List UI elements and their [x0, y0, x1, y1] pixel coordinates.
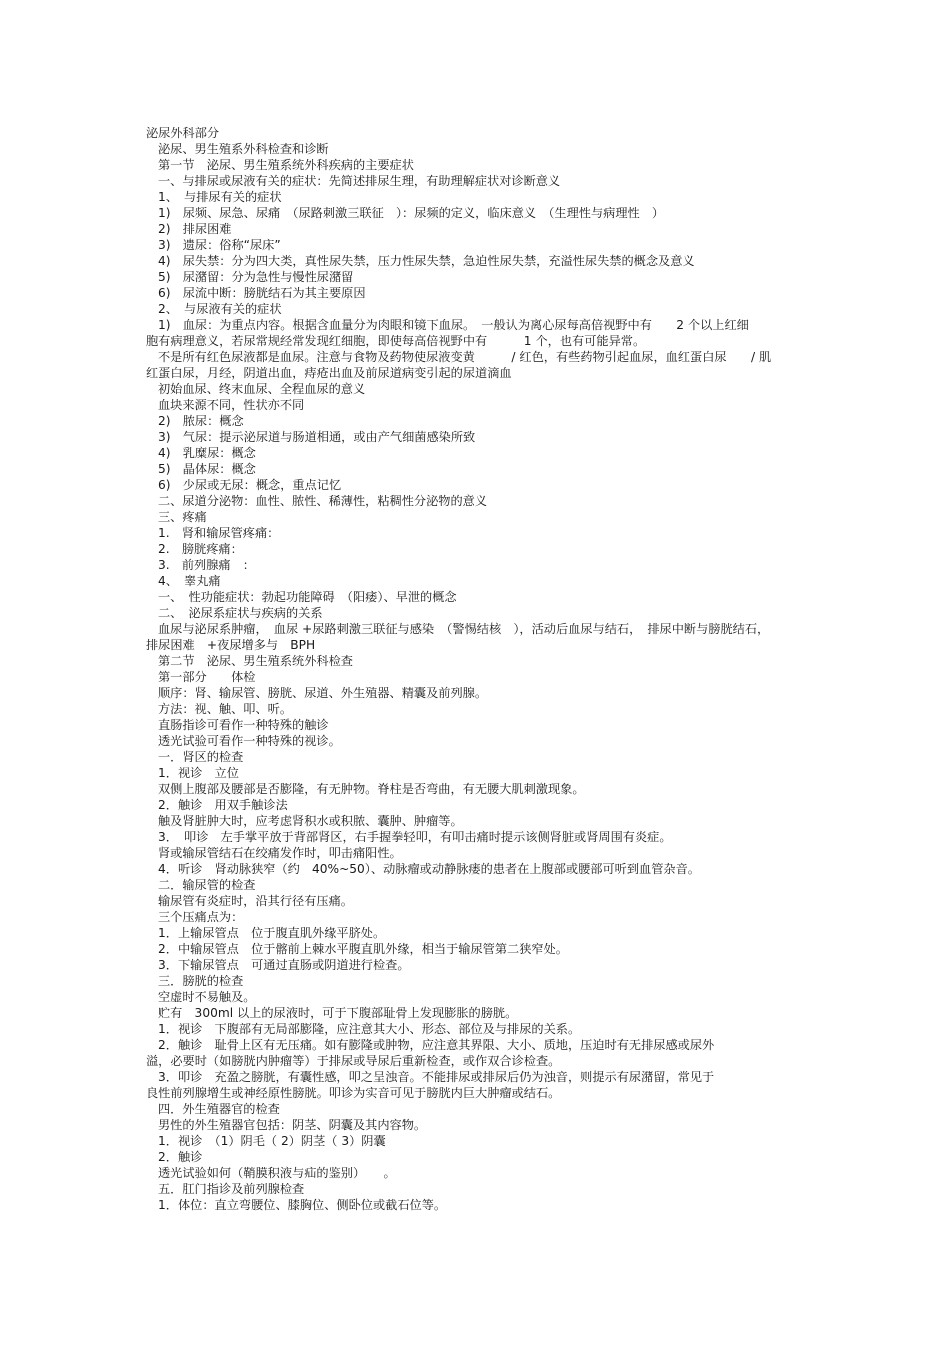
- text-line: 3．下输尿管点 可通过直肠或阴道进行检查。: [158, 958, 410, 972]
- text-line: 1、 与排尿有关的症状: [158, 190, 282, 204]
- text-line: 二、 泌尿系症状与疾病的关系: [158, 606, 323, 620]
- text-line: 空虚时不易触及。: [158, 990, 256, 1004]
- text-line: 2．触诊 耻骨上区有无压痛。如有膨隆或肿物，应注意其界限、大小、质地，压迫时有无排尿感或尿外: [158, 1038, 715, 1052]
- text-line: 二．输尿管的检查: [158, 878, 256, 892]
- text-line: 一．肾区的检查: [158, 750, 244, 764]
- text-line: 2. 膀胱疼痛：: [158, 542, 243, 556]
- text-line: 男性的外生殖器官包括：阴茎、阴囊及其内容物。: [158, 1118, 427, 1132]
- text-line: 贮有 300ml 以上的尿液时，可于下腹部耻骨上发现膨胀的膀胱。: [158, 1006, 518, 1020]
- text-line: 血尿与泌尿系肿瘤， 血尿 +尿路刺激三联征与感染 （警惕结核 ），活动后血尿与结石， 排尿中断与膀胱结石，: [158, 622, 770, 636]
- text-line: 1．视诊 （1）阴毛（ 2）阴茎（ 3）阴囊: [158, 1134, 386, 1148]
- text-line: 3) 遗尿：俗称“尿床”: [158, 238, 281, 252]
- text-line: 方法：视、触、叩、听。: [158, 702, 293, 716]
- text-line: 6) 尿流中断：膀胱结石为其主要原因: [158, 286, 366, 300]
- text-line: 直肠指诊可看作一种特殊的触诊: [158, 718, 329, 732]
- text-line: 5) 尿潴留：分为急性与慢性尿潴留: [158, 270, 354, 284]
- text-line: 1. 肾和输尿管疼痛：: [158, 526, 280, 540]
- text-line: 第一部分 体检: [158, 670, 256, 684]
- text-line: 触及肾脏肿大时，应考虑肾积水或积脓、囊肿、肿瘤等。: [158, 814, 463, 828]
- text-line: 2．触诊: [158, 1150, 203, 1164]
- text-line: 排尿困难 +夜尿增多与 BPH: [146, 638, 316, 652]
- text-line: 五．肛门指诊及前列腺检查: [158, 1182, 305, 1196]
- text-line: 泌尿外科部分: [146, 126, 220, 140]
- text-line: 血块来源不同，性状亦不同: [158, 398, 305, 412]
- text-line: 双侧上腹部及腰部是否膨隆，有无肿物。脊柱是否弯曲，有无腰大肌刺激现象。: [158, 782, 585, 796]
- text-line: 1) 尿频、尿急、尿痛 （尿路刺激三联征 ）：尿频的定义，临床意义 （生理性与病理性 ）: [158, 206, 665, 220]
- text-line: 1) 血尿：为重点内容。根据含血量分为肉眼和镜下血尿。 一般认为离心尿每高倍视野中有 2 个以上红细: [158, 318, 749, 332]
- text-line: 胞有病理意义，若尿常规经常发现红细胞，即使每高倍视野中有 1 个，也有可能异常。: [146, 334, 646, 348]
- text-line: 透光试验如何（鞘膜积液与疝的鉴别） 。: [158, 1166, 396, 1180]
- text-line: 5) 晶体尿：概念: [158, 462, 256, 476]
- text-line: 一、与排尿或尿液有关的症状：先简述排尿生理，有助理解症状对诊断意义: [158, 174, 561, 188]
- text-line: 1．上输尿管点 位于腹直肌外缘平脐处。: [158, 926, 386, 940]
- text-line: 三、疼痛: [158, 510, 207, 524]
- text-line: 1．视诊 立位: [158, 766, 239, 780]
- text-line: 2、 与尿液有关的症状: [158, 302, 282, 316]
- text-line: 3． 叩诊 左手掌平放于背部肾区，右手握拳轻叩，有叩击痛时提示该侧肾脏或肾周围有炎症。: [158, 830, 672, 844]
- text-line: 二、尿道分泌物：血性、脓性、稀薄性，粘稠性分泌物的意义: [158, 494, 488, 508]
- text-line: 2．触诊 用双手触诊法: [158, 798, 288, 812]
- text-line: 顺序：肾、输尿管、膀胱、尿道、外生殖器、精囊及前列腺。: [158, 686, 488, 700]
- text-line: 4) 尿失禁：分为四大类，真性尿失禁，压力性尿失禁，急迫性尿失禁，充溢性尿失禁的概念及意义: [158, 254, 695, 268]
- text-line: 良性前列腺增生或神经原性膀胱。叩诊为实音可见于膀胱内巨大肿瘤或结石。: [146, 1086, 561, 1100]
- text-line: 4) 乳糜尿：概念: [158, 446, 256, 460]
- text-line: 3) 气尿：提示泌尿道与肠道相通，或由产气细菌感染所致: [158, 430, 476, 444]
- text-line: 4、 睾丸痛: [158, 574, 221, 588]
- text-line: 红蛋白尿，月经，阴道出血，痔疮出血及前尿道病变引起的尿道滴血: [146, 366, 512, 380]
- text-line: 2．中输尿管点 位于髂前上棘水平腹直肌外缘，相当于输尿管第二狭窄处。: [158, 942, 568, 956]
- text-line: 2) 排尿困难: [158, 222, 232, 236]
- text-line: 第二节 泌尿、男生殖系统外科检查: [158, 654, 353, 668]
- text-line: 肾或输尿管结石在绞痛发作时，叩击痛阳性。: [158, 846, 402, 860]
- text-line: 透光试验可看作一种特殊的视诊。: [158, 734, 341, 748]
- text-line: 三．膀胱的检查: [158, 974, 244, 988]
- text-line: 不是所有红色尿液都是血尿。注意与食物及药物使尿液变黄 / 红色，有些药物引起血尿，血红蛋白尿 / 肌: [158, 350, 772, 364]
- text-line: 2) 脓尿：概念: [158, 414, 244, 428]
- text-line: 四．外生殖器官的检查: [158, 1102, 280, 1116]
- text-line: 输尿管有炎症时，沿其行径有压痛。: [158, 894, 353, 908]
- text-line: 溢，必要时（如膀胱内肿瘤等）于排尿或导尿后重新检查，或作双合诊检查。: [146, 1054, 561, 1068]
- text-line: 初始血尿、终末血尿、全程血尿的意义: [158, 382, 366, 396]
- text-line: 1．体位：直立弯腰位、膝胸位、侧卧位或截石位等。: [158, 1198, 447, 1212]
- text-line: 1．视诊 下腹部有无局部膨隆，应注意其大小、形态、部位及与排尿的关系。: [158, 1022, 581, 1036]
- text-line: 一、 性功能症状：勃起功能障碍 （阳痿）、早泄的概念: [158, 590, 457, 604]
- text-line: 3．叩诊 充盈之膀胱，有囊性感，叩之呈浊音。不能排尿或排尿后仍为浊音，则提示有尿潴留，常见于: [158, 1070, 715, 1084]
- text-line: 三个压痛点为：: [158, 910, 244, 924]
- text-line: 第一节 泌尿、男生殖系统外科疾病的主要症状: [158, 158, 414, 172]
- text-line: 3. 前列腺痛 ：: [158, 558, 255, 572]
- text-line: 4．听诊 肾动脉狭窄（约 40%~50）、动脉瘤或动静脉瘘的患者在上腹部或腰部可听到血管杂音。: [158, 862, 700, 876]
- text-line: 泌尿、男生殖系外科检查和诊断: [158, 142, 329, 156]
- text-line: 6) 少尿或无尿：概念，重点记忆: [158, 478, 342, 492]
